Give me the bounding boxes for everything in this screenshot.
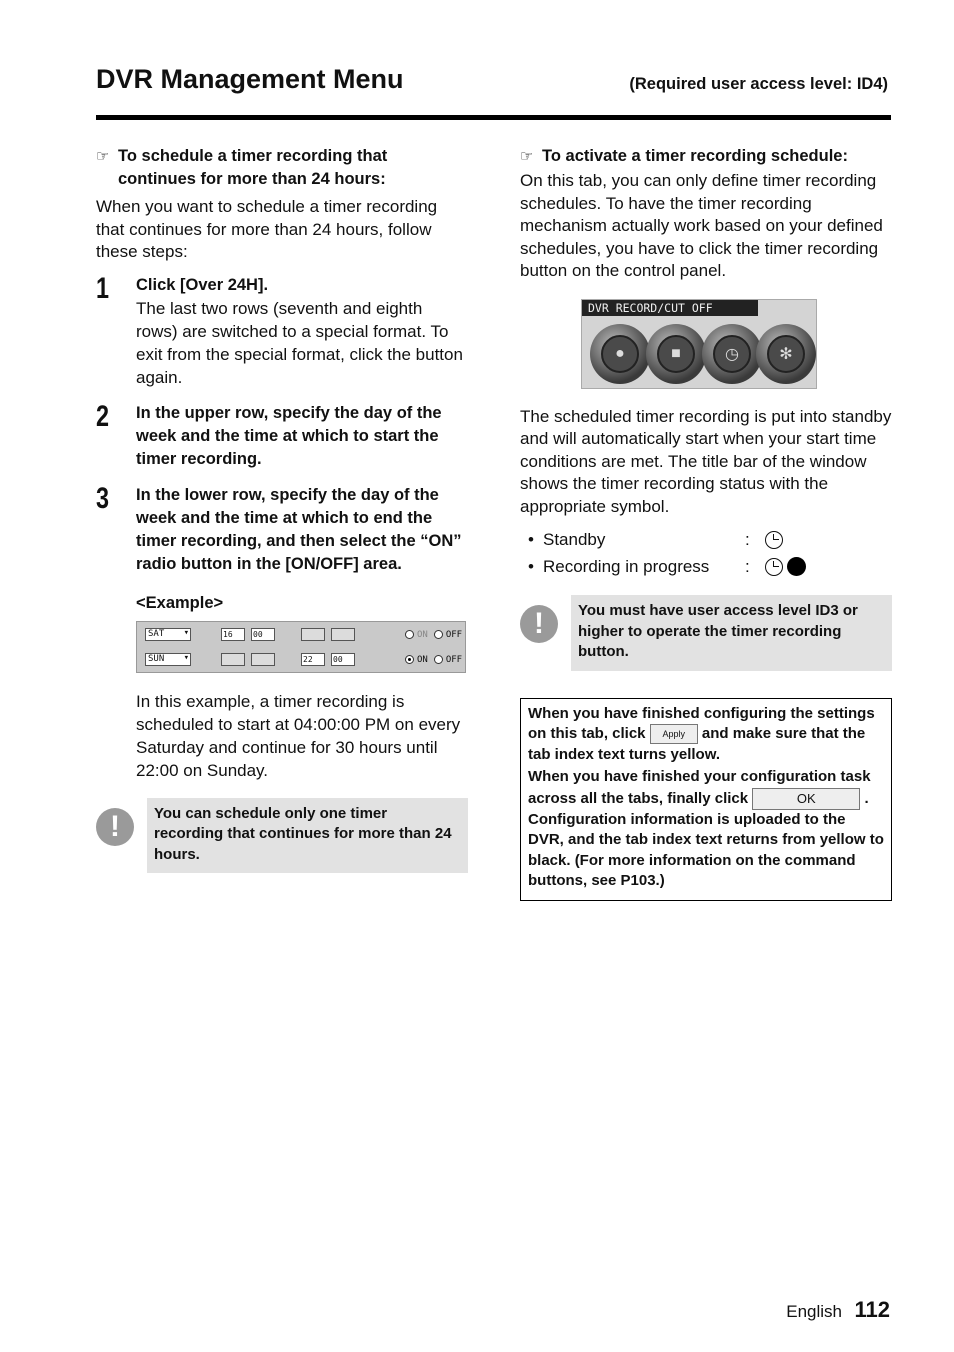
off-radio: OFF — [434, 655, 462, 665]
left-subhead — [96, 145, 468, 191]
list-item: • Recording in progress : — [520, 553, 892, 580]
info-para-2: When you have finished your configuration task across all the tabs, finally click OK . Configuration information is uploaded to the DVR, and the tab index text returns from yellow to black. (For more information on the command buttons, see P103.) — [528, 768, 884, 889]
clock-icon — [765, 558, 783, 576]
example-label: <Example> — [136, 593, 224, 612]
ok-button-image: OK — [752, 788, 860, 810]
access-level: (Required user access level: ID4) — [629, 75, 888, 93]
step-head: In the upper row, specify the day of the week and the time at which to start the timer recording. — [136, 403, 442, 468]
on-radio: ON — [405, 655, 428, 665]
pointing-hand-icon: ☞ — [96, 148, 110, 165]
stop-button-image: ■ — [646, 324, 706, 384]
info-para-1: When you have finished configuring the settings on this tab, click Apply and make sure that the tab index text turns yellow. — [528, 704, 875, 763]
standby-label: Standby — [543, 529, 606, 549]
exclamation-icon: ! — [520, 605, 558, 643]
right-column — [520, 145, 892, 901]
step-2 — [96, 399, 468, 471]
record-dot-icon — [787, 557, 806, 576]
list-item: • Standby : — [520, 526, 892, 553]
status-symbol-list — [520, 526, 892, 580]
right-subhead-text: To activate a timer recording schedule: — [542, 147, 848, 165]
off-radio: OFF — [434, 630, 462, 640]
panel-title: DVR RECORD/CUT OFF — [582, 300, 758, 316]
left-column — [96, 145, 468, 873]
schedule-row-start — [145, 627, 462, 643]
apply-button-image: Apply — [650, 724, 698, 744]
record-button-image: ● — [590, 324, 650, 384]
step-number: 1 — [96, 271, 110, 305]
left-intro: When you want to schedule a timer recording that continues for more than 24 hours, follow these steps: — [96, 197, 438, 261]
clock-icon — [765, 531, 783, 549]
hour-spinner: 22 — [301, 653, 325, 666]
hour-spinner-empty — [301, 628, 325, 641]
minute-spinner-empty — [331, 628, 355, 641]
right-intro: On this tab, you can only define timer recording schedules. To have the timer recording mechanism actually work based on your defined schedules, you have to click the timer recording button on the control panel. — [520, 171, 883, 280]
day-select: SAT ▾ — [145, 628, 191, 641]
right-subhead — [520, 145, 892, 168]
step-1 — [96, 271, 468, 389]
example-schedule-screenshot — [136, 621, 466, 673]
page-title: DVR Management Menu — [96, 64, 404, 94]
dvr-record-panel-screenshot — [581, 299, 817, 389]
example-text: In this example, a timer recording is scheduled to start at 04:00:00 PM on every Saturday and continue for 30 hours until 22:00 on Sunday. — [136, 691, 461, 780]
footer-language: English — [786, 1302, 842, 1321]
minute-spinner: 00 — [331, 653, 355, 666]
minute-spinner-empty — [251, 653, 275, 666]
step-desc: The last two rows (seventh and eighth rows) are switched to a special format. To exit from the special format, click the button again. — [136, 298, 463, 387]
exclamation-icon: ! — [96, 808, 134, 846]
step-head: In the lower row, specify the day of the week and the time at which to end the timer recording, and then select the “ON” radio button in the [ON/OFF] area. — [136, 485, 462, 573]
on-radio: ON — [405, 630, 428, 640]
hour-spinner-empty — [221, 653, 245, 666]
right-note — [520, 595, 892, 671]
recording-label: Recording in progress — [543, 556, 710, 576]
minute-spinner: 00 — [251, 628, 275, 641]
left-note — [96, 798, 468, 874]
info-box — [520, 698, 892, 901]
page-number: 112 — [854, 1297, 890, 1322]
step-head: Click [Over 24H]. — [136, 275, 269, 294]
step-3 — [96, 481, 468, 576]
pointing-hand-icon: ☞ — [520, 148, 534, 165]
schedule-row-end — [145, 652, 462, 668]
day-select: SUN ▾ — [145, 653, 191, 666]
step-number: 2 — [96, 399, 110, 433]
step-number: 3 — [96, 481, 110, 515]
left-subhead-text: To schedule a timer recording that continues for more than 24 hours: — [118, 147, 388, 188]
right-note-text: You must have user access level ID3 or higher to operate the timer recording button. — [571, 595, 892, 671]
left-note-text: You can schedule only one timer recording that continues for more than 24 hours. — [147, 798, 468, 874]
timer-record-button-image: ◷ — [702, 324, 762, 384]
cut-off-button-image: ✻ — [756, 324, 816, 384]
header-rule — [96, 115, 891, 120]
right-after-text: The scheduled timer recording is put into standby and will automatically start when your start time conditions are met. The title bar of the window shows the timer recording status with the appropriate symbol. — [520, 406, 892, 516]
hour-spinner: 16 — [221, 628, 245, 641]
